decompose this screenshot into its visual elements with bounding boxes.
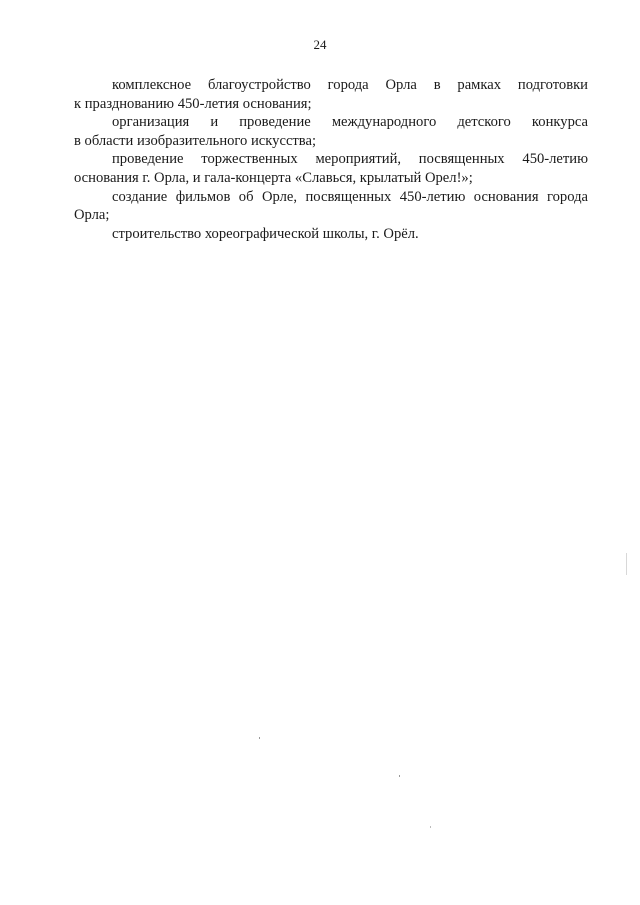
list-item [74, 76, 588, 113]
paragraph-line: к празднованию 450-летия основания; [74, 95, 312, 112]
paragraph-line: проведение торжественных мероприятий, посвященных 450-летию [112, 151, 588, 168]
paragraph-line: организация и проведение международного детского конкурса [112, 114, 588, 131]
paragraph-line: основания г. Орла, и гала-концерта «Славься, крылатый Орел!»; [74, 169, 473, 186]
list-item [74, 225, 588, 244]
scan-artifact [399, 775, 400, 777]
paragraph-line: Орла; [74, 207, 110, 224]
paragraph-line: комплексное благоустройство города Орла в рамках подготовки [112, 77, 588, 93]
list-item [74, 188, 588, 225]
scan-artifact [626, 553, 627, 575]
scan-artifact [259, 737, 260, 739]
page-number: 24 [313, 37, 327, 52]
paragraph-line: строительство хореографической школы, г. Орёл. [112, 225, 419, 242]
paragraph-line: создание фильмов об Орле, посвященных 450-летию основания города [112, 188, 588, 205]
list-item [74, 150, 588, 187]
scan-artifact [430, 826, 431, 828]
list-item [74, 113, 588, 150]
paragraph-line: в области изобразительного искусства; [74, 132, 317, 149]
document-body [74, 76, 588, 243]
